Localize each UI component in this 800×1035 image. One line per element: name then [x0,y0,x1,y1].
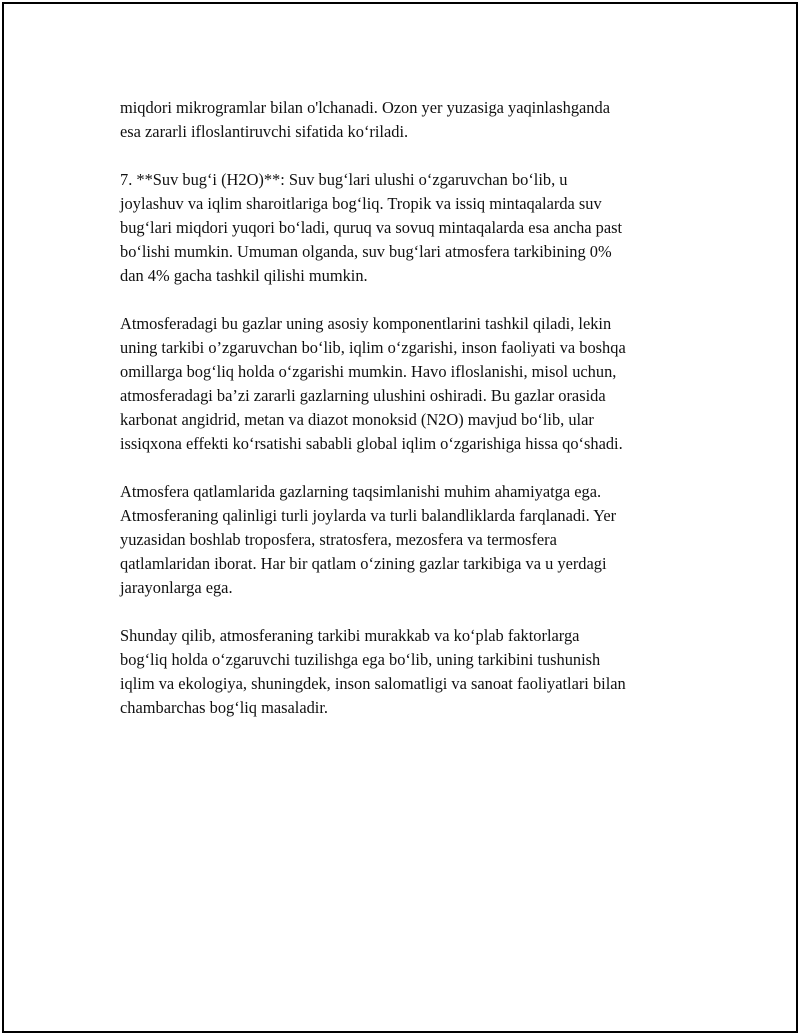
paragraph-atmosphere-layers: Atmosfera qatlamlarida gazlarning taqsimlanishi muhim ahamiyatga ega. Atmosferaning qalinligi turli joylarda va turli balandliklarda farqlanadi. Yer yuzasidan boshlab troposfera, stratosfera, mezosfera va termosfera qatlamlaridan iborat. Har bir qatlam o‘zining gazlar tarkibiga va u yerdagi jarayonlarga ega. [120,482,617,597]
paragraph-conclusion: Shunday qilib, atmosferaning tarkibi murakkab va ko‘plab faktorlarga bog‘liq holda o‘zgaruvchi tuzilishga ega bo‘lib, uning tarkibini tushunish iqlim va ekologiya, shuningdek, inson salomatligi va sanoat faoliyatlari bilan chambarchas bog‘liq masaladir. [120,626,626,717]
document-page [2,2,798,1033]
paragraph-gas-components: Atmosferadagi bu gazlar uning asosiy komponentlarini tashkil qiladi, lekin uning tarkibi o’zgaruvchan bo‘lib, iqlim o‘zgarishi, inson faoliyati va boshqa omillarga bog‘liq holda o‘zgarishi mumkin. Havo ifloslanishi, misol uchun, atmosferadagi ba’zi zararli gazlarning ulushini oshiradi. Bu gazlar orasida karbonat angidrid, metan va diazot monoksid (N2O) mavjud bo‘lib, ular issiqxona effekti ko‘rsatishi sababli global iqlim o‘zgarishiga hissa qo‘shadi. [120,314,626,453]
document-body [120,96,690,744]
paragraph-ozone-continuation: miqdori mikrogramlar bilan o'lchanadi. Ozon yer yuzasiga yaqinlashganda esa zararli ifloslantiruvchi sifatida ko‘riladi. [120,98,610,141]
paragraph-water-vapor: 7. **Suv bug‘i (H2O)**: Suv bug‘lari ulushi o‘zgaruvchan bo‘lib, u joylashuv va iqlim sharoitlariga bog‘liq. Tropik va issiq mintaqalarda suv bug‘lari miqdori yuqori bo‘ladi, quruq va sovuq mintaqalarda esa ancha past bo‘lishi mumkin. Umuman olganda, suv bug‘lari atmosfera tarkibining 0% dan 4% gacha tashkil qilishi mumkin. [120,170,623,285]
